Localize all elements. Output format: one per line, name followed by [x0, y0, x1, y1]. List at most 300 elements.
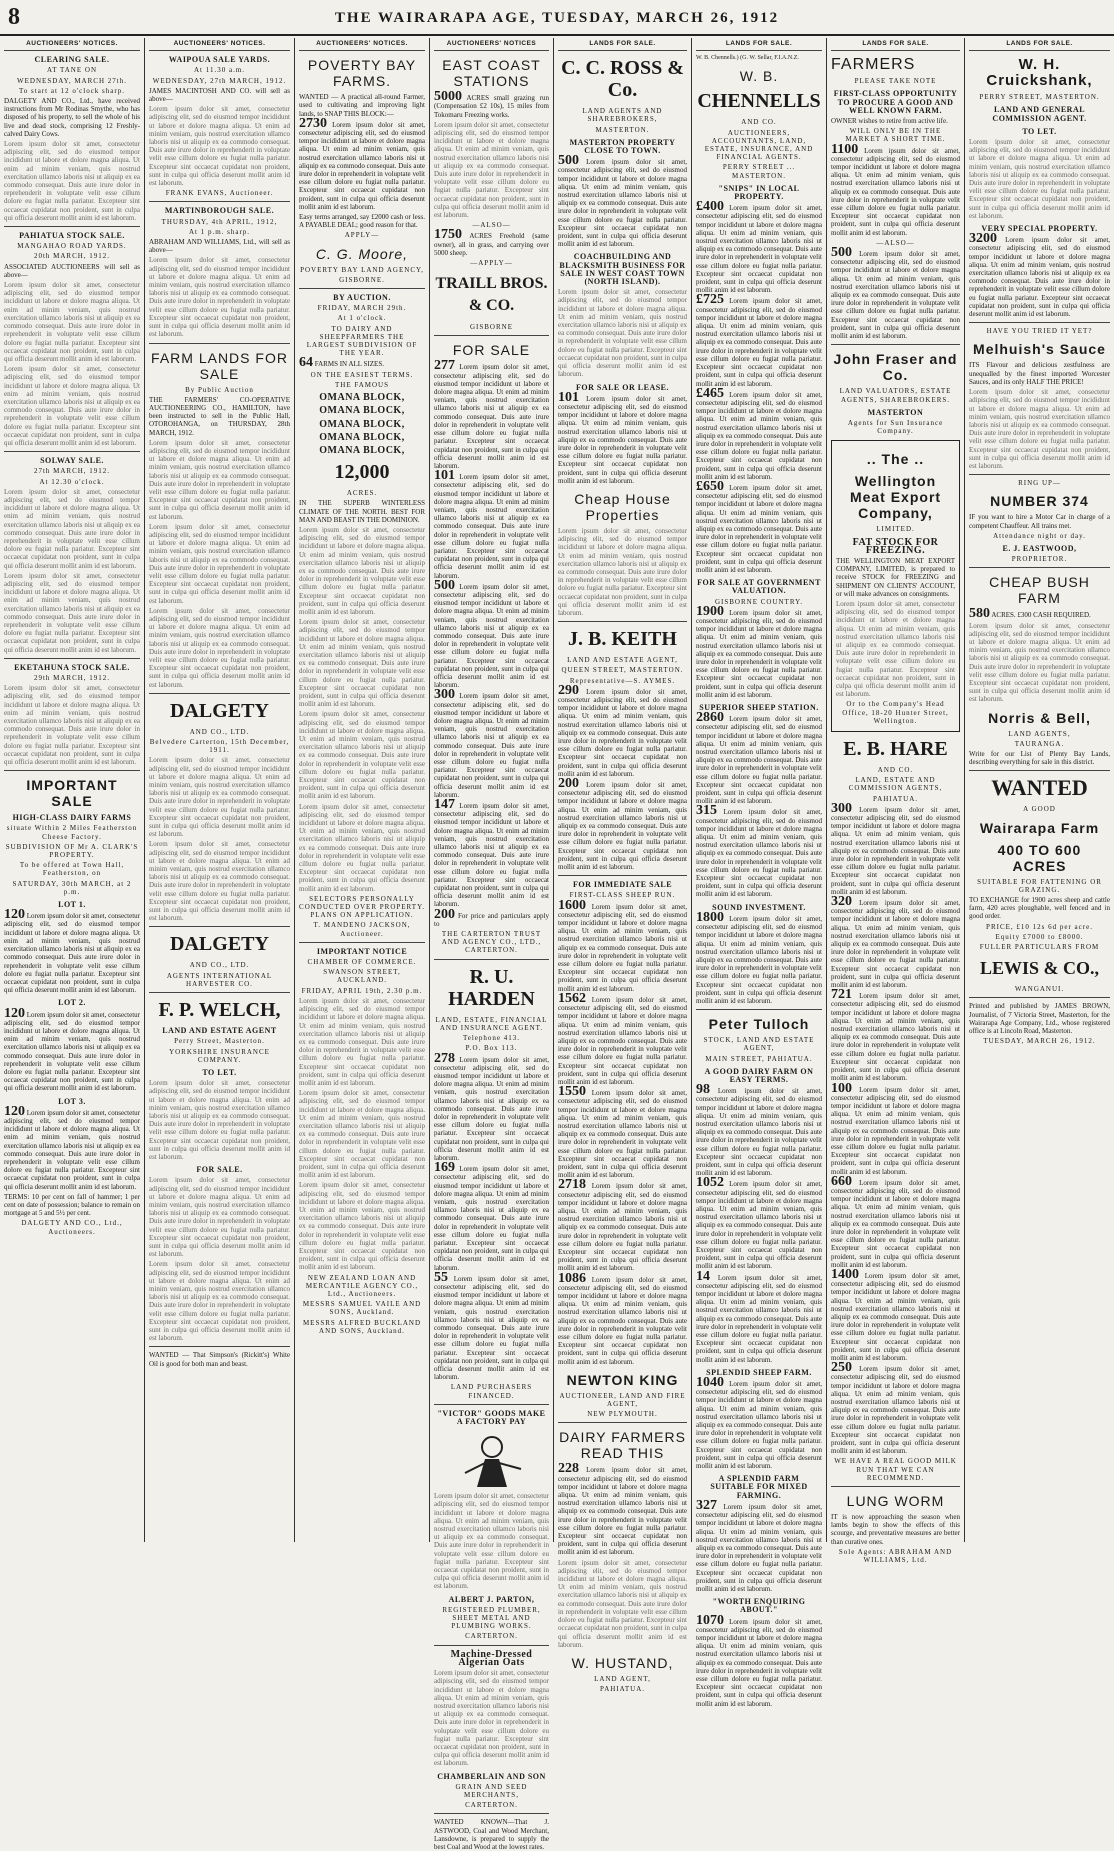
filler-text: Lorem ipsum dolor sit amet, consectetur adipiscing elit, sed do eiusmod tempor incididunt ut labore et dolore magna aliqua. Ut enim ad minim veniam, quis nostrud exercitation ullamco laboris nisi ut aliquip ex ea commodo consequat. Duis aute irure dolor in reprehenderit in voluptate velit esse cillum dolore eu fugiat nulla pariatur. Excepteur sint occaecat cupidatat non proident, sunt in culpa qui officia deserunt mollit anim id est laborum. [558, 687, 688, 778]
filler-text: Lorem ipsum dolor sit amet, consectetur adipiscing elit, sed do eiusmod tempor incididunt ut labore et dolore magna aliqua. Ut enim ad minim veniam, quis nostrud exercitation ullamco laboris nisi ut aliquip ex ea commodo consequat. Duis aute irure dolor in reprehenderit in voluptate velit esse cillum dolore eu fugiat nulla pariatur. Excepteur sint occaecat cupidatat non proident, sunt in culpa qui officia deserunt mollit anim id est laborum. [434, 1274, 550, 1382]
agent-subtitle: AND CO. [741, 118, 777, 127]
ad-heading: FOR IMMEDIATE SALE [572, 880, 673, 890]
agent-subtitle: AUCTIONEER, LAND AND FIRE AGENT, [559, 1391, 686, 1409]
acreage-line [434, 577, 549, 690]
ad-subheading: GRAIN AND SEED MERCHANTS, [455, 1782, 528, 1799]
filler-text: Lorem ipsum dolor sit amet, consectetur adipiscing elit, sed do eiusmod tempor incididunt ut labore et dolore magna aliqua. Ut enim ad minim veniam, quis nostrud exercitation ullamco laboris nisi ut aliquip ex ea commodo consequat. Duis aute irure dolor in reprehenderit in voluptate velit esse cillum dolore eu fugiat nulla pariatur. Excepteur sint occaecat cupidatat non proident, sunt in culpa qui officia deserunt mollit anim id est laborum. [696, 204, 823, 295]
divider [149, 201, 290, 202]
price-line [696, 478, 823, 574]
column-3 [295, 38, 430, 1542]
ad-heading: "SNIPS" IN LOCAL PROPERTY. [718, 183, 800, 202]
acreage-line [696, 1175, 823, 1271]
block-name: OMANA BLOCK, [319, 392, 405, 404]
acreage-line [831, 141, 961, 237]
divider [434, 1404, 549, 1405]
ad-text: IT is now approaching the season when lambs begin to show the effects of this scourge, and preventative measures are better than curative ones. [831, 1513, 960, 1546]
divider [558, 1422, 687, 1423]
ad-text: For price and particulars apply to [434, 911, 549, 928]
acreage-number: 1900 [696, 603, 724, 619]
agent-name: Norris & Bell, [988, 709, 1091, 726]
ad-address: SWANSON STREET, AUCKLAND. [323, 968, 401, 985]
agent-address: PERRY STREET ... MASTERTON. [722, 163, 796, 180]
acreage-number: 2730 [299, 115, 327, 131]
acreage-line [434, 906, 549, 928]
acreage-line [969, 231, 1111, 319]
acreage-number: 147 [434, 797, 455, 813]
ad-signature: MESSRS SAMUEL VAILE AND SONS, Auckland. [302, 1300, 422, 1317]
ad-date: 29th MARCH, 1912. [33, 674, 111, 683]
filler-text: Lorem ipsum dolor sit amet, consectetur adipiscing elit, sed do eiusmod tempor incididunt ut labore et dolore magna aliqua. Ut enim ad minim veniam, quis nostrud exercitation ullamco laboris nisi ut aliquip ex ea commodo consequat. Duis aute irure dolor in reprehenderit in voluptate velit esse cillum dolore eu fugiat nulla pariatur. Excepteur sint occaecat cupidatat non proident, sunt in culpa qui officia deserunt mollit anim id est laborum. [4, 684, 140, 767]
acreage-number: 300 [831, 800, 852, 816]
column-5 [554, 38, 692, 1694]
ad-heading: SUPERIOR SHEEP STATION. [699, 703, 819, 713]
price-number: £650 [696, 478, 724, 494]
divider [969, 474, 1110, 475]
acreage-number: 1600 [558, 897, 586, 913]
acreage-number: 14 [696, 1268, 710, 1284]
divider [149, 926, 290, 927]
filler-text: Lorem ipsum dolor sit amet, consectetur adipiscing elit, sed do eiusmod tempor incididunt ut labore et dolore magna aliqua. Ut enim ad minim veniam, quis nostrud exercitation ullamco laboris nisi ut aliquip ex ea commodo consequat. Duis aute irure dolor in reprehenderit in voluptate velit esse cillum dolore eu fugiat nulla pariatur. Excepteur sint occaecat cupidatat non proident, sunt in culpa qui officia deserunt mollit anim id est laborum. [696, 808, 823, 899]
divider [558, 621, 687, 622]
company-name: Wellington Meat Export Company, [849, 473, 942, 522]
ad-heading: Machine-Dressed Algerian Oats [450, 1648, 533, 1668]
filler-text: Lorem ipsum dolor sit amet, consectetur adipiscing elit, sed do eiusmod tempor incididunt ut labore et dolore magna aliqua. Ut enim ad minim veniam, quis nostrud exercitation ullamco laboris nisi ut aliquip ex ea commodo consequat. Duis aute irure dolor in reprehenderit in voluptate velit esse cillum dolore eu fugiat nulla pariatur. Excepteur sint occaecat cupidatat non proident, sunt in culpa qui officia deserunt mollit anim id est laborum. [969, 236, 1111, 319]
ad-subheading: FIRST-CLASS SHEEP RUN. [569, 891, 676, 900]
acreage-number: 200 [434, 906, 455, 922]
divider [434, 1813, 549, 1814]
price-number: £465 [696, 385, 724, 401]
filler-text: Lorem ipsum dolor sit amet, consectetur adipiscing elit, sed do eiusmod tempor incididunt ut labore et dolore magna aliqua. Ut enim ad minim veniam, quis nostrud exercitation ullamco laboris nisi ut aliquip ex ea commodo consequat. Duis aute irure dolor in reprehenderit in voluptate velit esse cillum dolore eu fugiat nulla pariatur. Excepteur sint occaecat cupidatat non proident, sunt in culpa qui officia deserunt mollit anim id est laborum. [696, 390, 823, 481]
filler-text: Lorem ipsum dolor sit amet, consectetur adipiscing elit, sed do eiusmod tempor incididunt ut labore et dolore magna aliqua. Ut enim ad minim veniam, quis nostrud exercitation ullamco laboris nisi ut aliquip ex ea commodo consequat. Duis aute irure dolor in reprehenderit in voluptate velit esse cillum dolore eu fugiat nulla pariatur. Excepteur sint occaecat cupidatat non proident, sunt in culpa qui officia deserunt mollit anim id est laborum. [831, 1085, 961, 1176]
divider [558, 875, 687, 876]
ad-text: Write for our List of Plenty Bay Lands, describing everything for sale in this district. [969, 749, 1110, 767]
acreage-line [696, 1497, 823, 1593]
ad-text: IF you want to hire a Motor Car in charge of a competent Chauffeur. All trains met. [969, 513, 1110, 530]
column-header: LANDS FOR SALE. [696, 38, 822, 51]
filler-text: Lorem ipsum dolor sit amet, consectetur adipiscing elit, sed do eiusmod tempor incididunt ut labore et dolore magna aliqua. Ut enim ad minim veniam, quis nostrud exercitation ullamco laboris nisi ut aliquip ex ea commodo consequat. Duis aute irure dolor in reprehenderit in voluptate velit esse cillum dolore eu fugiat nulla pariatur. Excepteur sint occaecat cupidatat non proident, sunt in culpa qui officia deserunt mollit anim id est laborum. [149, 522, 290, 605]
acreage-line [558, 776, 688, 872]
acreage-number: 228 [558, 1461, 579, 1477]
acreage-number: 315 [696, 803, 717, 819]
ad-heading: PAHIATUA STOCK SALE. [19, 231, 125, 241]
filler-text: Lorem ipsum dolor sit amet, consectetur adipiscing elit, sed do eiusmod tempor incididunt ut labore et dolore magna aliqua. Ut enim ad minim veniam, quis nostrud exercitation ullamco laboris nisi ut aliquip ex ea commodo consequat. Duis aute irure dolor in reprehenderit in voluptate velit esse cillum dolore eu fugiat nulla pariatur. Excepteur sint occaecat cupidatat non proident, sunt in culpa qui officia deserunt mollit anim id est laborum. [149, 438, 290, 521]
divider [149, 693, 290, 694]
ad-signature: MESSRS ALFRED BUCKLAND AND SONS, Auckland. [302, 1318, 422, 1335]
filler-text: Lorem ipsum dolor sit amet, consectetur adipiscing elit, sed do eiusmod tempor incididunt ut labore et dolore magna aliqua. Ut enim ad minim veniam, quis nostrud exercitation ullamco laboris nisi ut aliquip ex ea commodo consequat. Duis aute irure dolor in reprehenderit in voluptate velit esse cillum dolore eu fugiat nulla pariatur. Excepteur sint occaecat cupidatat non proident, sunt in culpa qui officia deserunt mollit anim id est laborum. [149, 105, 290, 188]
ad-signature: THE CARTERTON TRUST AND AGENCY CO., LTD., CARTERTON. [441, 930, 542, 955]
ad-subheading: PLEASE TAKE NOTE [854, 77, 937, 86]
company-subtitle: YORKSHIRE INSURANCE COMPANY. [169, 1047, 270, 1064]
ad-heading: CLEARING SALE. [34, 55, 110, 65]
agent-address: PERRY STREET, MASTERTON. [979, 93, 1100, 102]
wanted-heading: WANTED [991, 775, 1088, 801]
company-name: F. P. WELCH, [158, 999, 281, 1022]
acreage-number: 721 [831, 987, 852, 1003]
phone-number: NUMBER 374 [990, 493, 1089, 510]
acreage-line [558, 682, 688, 778]
filler-text: Lorem ipsum dolor sit amet, consectetur adipiscing elit, sed do eiusmod tempor incididunt ut labore et dolore magna aliqua. Ut enim ad minim veniam, quis nostrud exercitation ullamco laboris nisi ut aliquip ex ea commodo consequat. Duis aute irure dolor in reprehenderit in voluptate velit esse cillum dolore eu fugiat nulla pariatur. Excepteur sint occaecat cupidatat non proident, sunt in culpa qui officia deserunt mollit anim id est laborum. [434, 692, 549, 799]
divider [4, 226, 140, 227]
imprint-text: Printed and published by JAMES BROWN, Journalist, of 7 Victoria Street, Masterton, for the Wairarapa Age Company, Ltd., whose registered office is at Lincoln Road, Masterton. [969, 1002, 1110, 1036]
acreage-line [558, 389, 688, 485]
ad-heading: "WORTH ENQUIRING ABOUT." [712, 1597, 806, 1615]
ad-subheading: MANGAHAO ROAD YARDS. [17, 242, 127, 251]
ad-time: At 1 p.m. sharp. [188, 227, 251, 236]
ad-heading: IMPORTANT NOTICE [316, 946, 408, 956]
company-subtitle: AND CO., LTD. [189, 961, 250, 970]
filler-text: Lorem ipsum dolor sit amet, consectetur adipiscing elit, sed do eiusmod tempor incididunt ut labore et dolore magna aliqua. Ut enim ad minim veniam, quis nostrud exercitation ullamco laboris nisi ut aliquip ex ea commodo consequat. Duis aute irure dolor in reprehenderit in voluptate velit esse cillum dolore eu fugiat nulla pariatur. Excepteur sint occaecat cupidatat non proident, sunt in culpa qui officia deserunt mollit anim id est laborum. [696, 715, 823, 806]
ad-subheading: GISBORNE COUNTRY. [714, 597, 804, 606]
agent-name-prefix: W. B. [739, 68, 779, 85]
acreage-number: 100 [831, 1080, 852, 1096]
company-address: Perry Street, Masterton. [174, 1037, 265, 1046]
lot-acres: 120 [4, 907, 25, 923]
filler-text: Lorem ipsum dolor sit amet, consectetur adipiscing elit, sed do eiusmod tempor incididunt ut labore et dolore magna aliqua. Ut enim ad minim veniam, quis nostrud exercitation ullamco laboris nisi ut aliquip ex ea commodo consequat. Duis aute irure dolor in reprehenderit in voluptate velit esse cillum dolore eu fugiat nulla pariatur. Excepteur sint occaecat cupidatat non proident, sunt in culpa qui officia deserunt mollit anim id est laborum. [831, 992, 961, 1083]
price-line [696, 292, 823, 388]
lot-text [4, 907, 141, 995]
agent-location: NEW PLYMOUTH. [587, 1410, 658, 1419]
divider [299, 288, 425, 289]
acreage-line [434, 358, 549, 470]
ad-subheading: AT TANE ON [46, 66, 97, 75]
agent-name: NEWTON KING [566, 1371, 679, 1388]
partner-names: W. B. Chennells.) (G. W. Sellar, F.I.A.N.Z. [696, 55, 799, 62]
acreage-line [434, 89, 549, 119]
divider [4, 658, 140, 659]
filler-text: Lorem ipsum dolor sit amet, consectetur adipiscing elit, sed do eiusmod tempor incididunt ut labore et dolore magna aliqua. Ut enim ad minim veniam, quis nostrud exercitation ullamco laboris nisi ut aliquip ex ea commodo consequat. Duis aute irure dolor in reprehenderit in voluptate velit esse cillum dolore eu fugiat nulla pariatur. Excepteur sint occaecat cupidatat non proident, sunt in culpa qui officia deserunt mollit anim id est laborum. [969, 621, 1110, 704]
price-line [696, 385, 823, 481]
filler-text: Lorem ipsum dolor sit amet, consectetur adipiscing elit, sed do eiusmod tempor incididunt ut labore et dolore magna aliqua. Ut enim ad minim veniam, quis nostrud exercitation ullamco laboris nisi ut aliquip ex ea commodo consequat. Duis aute irure dolor in reprehenderit in voluptate velit esse cillum dolore eu fugiat nulla pariatur. Excepteur sint occaecat cupidatat non proident, sunt in culpa qui officia deserunt mollit anim id est laborum. [299, 120, 426, 211]
acreage-number: 12,000 [334, 461, 390, 484]
divider [434, 335, 549, 336]
acreage-unit: ACRES. [346, 489, 378, 498]
divider [969, 567, 1110, 568]
ad-address: Or to the Company's Head Office, 18-20 Hunter Street, Wellington. [842, 700, 949, 725]
acreage-line [558, 153, 688, 249]
filler-text: Lorem ipsum dolor sit amet, consectetur adipiscing elit, sed do eiusmod tempor incididunt ut labore et dolore magna aliqua. Ut enim ad minim veniam, quis nostrud exercitation ullamco laboris nisi ut aliquip ex ea commodo consequat. Duis aute irure dolor in reprehenderit in voluptate velit esse cillum dolore eu fugiat nulla pariatur. Excepteur sint occaecat cupidatat non proident, sunt in culpa qui officia deserunt mollit anim id est laborum. [434, 582, 549, 690]
product-name: Melhuish's Sauce [973, 341, 1106, 358]
ad-date: THURSDAY, 4th APRIL, 1912, [161, 217, 278, 226]
agent-subtitle: LAND, ESTATE AND COMMISSION AGENTS, [848, 776, 943, 793]
ad-date: WEDNESDAY, 27th MARCH, 1912. [152, 76, 287, 85]
filler-text: Lorem ipsum dolor sit amet, consectetur adipiscing elit, sed do eiusmod tempor incididunt ut labore et dolore magna aliqua. Ut enim ad minim veniam, quis nostrud exercitation ullamco laboris nisi ut aliquip ex ea commodo consequat. Duis aute irure dolor in reprehenderit in voluptate velit esse cillum dolore eu fugiat nulla pariatur. Excepteur sint occaecat cupidatat non proident, sunt in culpa qui officia deserunt mollit anim id est laborum. [434, 120, 549, 220]
acreage-number: 1100 [831, 141, 859, 157]
acreage-line [831, 894, 961, 990]
agent-name: R. U. HARDEN [448, 965, 535, 1010]
apply-label: APPLY— [344, 231, 380, 240]
column-6 [692, 38, 827, 1708]
divider [149, 1346, 290, 1347]
filler-text: Lorem ipsum dolor sit amet, consectetur adipiscing elit, sed do eiusmod tempor incididunt ut labore et dolore magna aliqua. Ut enim ad minim veniam, quis nostrud exercitation ullamco laboris nisi ut aliquip ex ea commodo consequat. Duis aute irure dolor in reprehenderit in voluptate velit esse cillum dolore eu fugiat nulla pariatur. Excepteur sint occaecat cupidatat non proident, sunt in culpa qui officia deserunt mollit anim id est laborum. [558, 995, 688, 1086]
filler-text: Lorem ipsum dolor sit amet, consectetur adipiscing elit, sed do eiusmod tempor incididunt ut labore et dolore magna aliqua. Ut enim ad minim veniam, quis nostrud exercitation ullamco laboris nisi ut aliquip ex ea commodo consequat. Duis aute irure dolor in reprehenderit in voluptate velit esse cillum dolore eu fugiat nulla pariatur. Excepteur sint occaecat cupidatat non proident, sunt in culpa qui officia deserunt mollit anim id est laborum. [831, 146, 961, 237]
ad-heading-large: POVERTY BAY FARMS. [307, 57, 417, 90]
acreage-number: 290 [558, 682, 579, 698]
agent-name: E. B. HARE [843, 737, 948, 760]
acreage-line [299, 355, 425, 371]
agent-note: Agents for Sun Insurance Company. [847, 418, 944, 436]
ad-text: ACRES small grazing run (Compensation £2 10s), 15 miles from Tokomaru Freezing works. [434, 94, 549, 119]
acreage-line [558, 1461, 688, 1557]
filler-text: Lorem ipsum dolor sit amet, consectetur adipiscing elit, sed do eiusmod tempor incididunt ut labore et dolore magna aliqua. Ut enim ad minim veniam, quis nostrud exercitation ullamco laboris nisi ut aliquip ex ea commodo consequat. Duis aute irure dolor in reprehenderit in voluptate velit esse cillum dolore eu fugiat nulla pariatur. Excepteur sint occaecat cupidatat non proident, sunt in culpa qui officia deserunt mollit anim id est laborum. [558, 1558, 687, 1649]
lot-heading: LOT 1. [58, 900, 86, 910]
column-header: AUCTIONEERS' NOTICES. [4, 38, 140, 51]
agent-subtitle: POVERTY BAY LAND AGENCY, [300, 265, 424, 274]
column-2 [145, 38, 295, 1542]
acreage-line [696, 1612, 823, 1708]
ad-subheading: By Public Auction [185, 385, 254, 394]
acreage-line [696, 710, 823, 806]
filler-text: Lorem ipsum dolor sit amet, consectetur adipiscing elit, sed do eiusmod tempor incididunt ut labore et dolore magna aliqua. Ut enim ad minim veniam, quis nostrud exercitation ullamco laboris nisi ut aliquip ex ea commodo consequat. Duis aute irure dolor in reprehenderit in voluptate velit esse cillum dolore eu fugiat nulla pariatur. Excepteur sint occaecat cupidatat non proident, sunt in culpa qui officia deserunt mollit anim id est laborum. [4, 365, 140, 447]
ad-text: Easy terms arranged, say £2000 cash or less. A PAYABLE DEAL; good reason for that. [299, 213, 425, 230]
ad-subheading: Attendance night or day. [993, 531, 1086, 540]
filler-text: Lorem ipsum dolor sit amet, consectetur adipiscing elit, sed do eiusmod tempor incididunt ut labore et dolore magna aliqua. Ut enim ad minim veniam, quis nostrud exercitation ullamco laboris nisi ut aliquip ex ea commodo consequat. Duis aute irure dolor in reprehenderit in voluptate velit esse cillum dolore eu fugiat nulla pariatur. Excepteur sint occaecat cupidatat non proident, sunt in culpa qui officia deserunt mollit anim id est laborum. [696, 1617, 823, 1708]
divider [831, 344, 960, 345]
agent-location: MASTERTON [867, 407, 924, 417]
acreage-line [558, 1084, 688, 1180]
terms-text: TERMS: 10 per cent on fall of hammer; 1 per cent on date of possession; balance to remain on mortgage at 5 and 5½ per cent. [4, 1192, 140, 1218]
acreage-number: 2860 [696, 710, 724, 726]
filler-text: Lorem ipsum dolor sit amet, consectetur adipiscing elit, sed do eiusmod tempor incididunt ut labore et dolore magna aliqua. Ut enim ad minim veniam, quis nostrud exercitation ullamco laboris nisi ut aliquip ex ea commodo consequat. Duis aute irure dolor in reprehenderit in voluptate velit esse cillum dolore eu fugiat nulla pariatur. Excepteur sint occaecat cupidatat non proident, sunt in culpa qui officia deserunt mollit anim id est laborum. [299, 710, 425, 801]
divider [969, 997, 1110, 998]
page-columns [0, 38, 1114, 1851]
column-header: AUCTIONEERS' NOTICES [434, 38, 549, 51]
lot-heading: LOT 3. [58, 1096, 86, 1106]
filler-text: Lorem ipsum dolor sit amet, consectetur adipiscing elit, sed do eiusmod tempor incididunt ut labore et dolore magna aliqua. Ut enim ad minim veniam, quis nostrud exercitation ullamco laboris nisi ut aliquip ex ea commodo consequat. Duis aute irure dolor in reprehenderit in voluptate velit esse cillum dolore eu fugiat nulla pariatur. Excepteur sint occaecat cupidatat non proident, sunt in culpa qui officia deserunt mollit anim id est laborum. [434, 363, 549, 470]
agent-subtitle: LAND, ESTATE, FINANCIAL AND INSURANCE AGENT. [435, 1015, 548, 1032]
ad-text: TO EXCHANGE for 1900 acres sheep and cattle farm, 420 acres ploughable, well fenced and in good order. [969, 896, 1110, 921]
ad-heading: TO LET. [1022, 126, 1057, 136]
filler-text: Lorem ipsum dolor sit amet, consectetur adipiscing elit, sed do eiusmod tempor incididunt ut labore et dolore magna aliqua. Ut enim ad minim veniam, quis nostrud exercitation ullamco laboris nisi ut aliquip ex ea commodo consequat. Duis aute irure dolor in reprehenderit in voluptate velit esse cillum dolore eu fugiat nulla pariatur. Excepteur sint occaecat cupidatat non proident, sunt in culpa qui officia deserunt mollit anim id est laborum. [149, 1079, 290, 1161]
agent-subtitle: LAND AND GENERAL COMMISSION AGENT. [992, 105, 1087, 123]
company-subtitle: LIMITED. [876, 525, 915, 534]
ad-text: OWNER wishes to retire from active life. [831, 117, 948, 126]
filler-text: Lorem ipsum dolor sit amet, consectetur adipiscing elit, sed do eiusmod tempor incididunt ut labore et dolore magna aliqua. Ut enim ad minim veniam, quis nostrud exercitation ullamco laboris nisi ut aliquip ex ea commodo consequat. Duis aute irure dolor in reprehenderit in voluptate velit esse cillum dolore eu fugiat nulla pariatur. Excepteur sint occaecat cupidatat non proident, sunt in culpa qui officia deserunt mollit anim id est laborum. [434, 473, 549, 580]
acreage-line [831, 1266, 961, 1362]
ad-heading: A GOOD DAIRY FARM ON EASY TERMS. [704, 1066, 814, 1084]
column-header: LANDS FOR SALE. [969, 38, 1110, 51]
filler-text: Lorem ipsum dolor sit amet, consectetur adipiscing elit, sed do eiusmod tempor incididunt ut labore et dolore magna aliqua. Ut enim ad minim veniam, quis nostrud exercitation ullamco laboris nisi ut aliquip ex ea commodo consequat. Duis aute irure dolor in reprehenderit in voluptate velit esse cillum dolore eu fugiat nulla pariatur. Excepteur sint occaecat cupidatat non proident, sunt in culpa qui officia deserunt mollit anim id est laborum. [558, 526, 687, 617]
lot-acres: 120 [4, 1005, 25, 1021]
company-subtitle: LAND AND ESTATE AGENT [162, 1026, 277, 1036]
agent-location: GISBORNE [469, 323, 513, 332]
filler-text: Lorem ipsum dolor sit amet, consectetur adipiscing elit, sed do eiusmod tempor incididunt ut labore et dolore magna aliqua. Ut enim ad minim veniam, quis nostrud exercitation ullamco laboris nisi ut aliquip ex ea commodo consequat. Duis aute irure dolor in reprehenderit in voluptate velit esse cillum dolore eu fugiat nulla pariatur. Excepteur sint occaecat cupidatat non proident, sunt in culpa qui officia deserunt mollit anim id est laborum. [4, 1010, 141, 1093]
acreage-number: 1040 [696, 1375, 724, 1391]
agent-name: J. B. KEITH [568, 628, 677, 651]
filler-text: Lorem ipsum dolor sit amet, consectetur adipiscing elit, sed do eiusmod tempor incididunt ut labore et dolore magna aliqua. Ut enim ad minim veniam, quis nostrud exercitation ullamco laboris nisi ut aliquip ex ea commodo consequat. Duis aute irure dolor in reprehenderit in voluptate velit esse cillum dolore eu fugiat nulla pariatur. Excepteur sint occaecat cupidatat non proident, sunt in culpa qui officia deserunt mollit anim id est laborum. [696, 1180, 823, 1271]
ad-text: THE FARMERS' CO-OPERATIVE AUCTIONEERING CO., HAMILTON, have been instructed to sell in the Public Hall, OTOROHANGA, on THURSDAY, 28th MARCH, 1912. [149, 395, 290, 437]
proprietor-name: E. J. EASTWOOD, [1002, 543, 1077, 553]
filler-text: Lorem ipsum dolor sit amet, consectetur adipiscing elit, sed do eiusmod tempor incididunt ut labore et dolore magna aliqua. Ut enim ad minim veniam, quis nostrud exercitation ullamco laboris nisi ut aliquip ex ea commodo consequat. Duis aute irure dolor in reprehenderit in voluptate velit esse cillum dolore eu fugiat nulla pariatur. Excepteur sint occaecat cupidatat non proident, sunt in culpa qui officia deserunt mollit anim id est laborum. [4, 571, 140, 654]
filler-text: Lorem ipsum dolor sit amet, consectetur adipiscing elit, sed do eiusmod tempor incididunt ut labore et dolore magna aliqua. Ut enim ad minim veniam, quis nostrud exercitation ullamco laboris nisi ut aliquip ex ea commodo consequat. Duis aute irure dolor in reprehenderit in voluptate velit esse cillum dolore eu fugiat nulla pariatur. Excepteur sint occaecat cupidatat non proident, sunt in culpa qui officia deserunt mollit anim id est laborum. [831, 1178, 961, 1269]
acreage-number: 101 [434, 468, 455, 484]
acreage-number: 3200 [969, 231, 997, 247]
ad-heading-large: EAST COAST STATIONS [442, 57, 541, 90]
agent-services: AUCTIONEERS, ACCOUNTANTS, LAND, ESTATE, INSURANCE, AND FINANCIAL AGENTS. [704, 128, 814, 162]
filler-text: Lorem ipsum dolor sit amet, consectetur adipiscing elit, sed do eiusmod tempor incididunt ut labore et dolore magna aliqua. Ut enim ad minim veniam, quis nostrud exercitation ullamco laboris nisi ut aliquip ex ea commodo consequat. Duis aute irure dolor in reprehenderit in voluptate velit esse cillum dolore eu fugiat nulla pariatur. Excepteur sint occaecat cupidatat non proident, sunt in culpa qui officia deserunt mollit anim id est laborum. [831, 899, 961, 990]
also-label: —ALSO— [472, 221, 511, 230]
filler-text: Lorem ipsum dolor sit amet, consectetur adipiscing elit, sed do eiusmod tempor incididunt ut labore et dolore magna aliqua. Ut enim ad minim veniam, quis nostrud exercitation ullamco laboris nisi ut aliquip ex ea commodo consequat. Duis aute irure dolor in reprehenderit in voluptate velit esse cillum dolore eu fugiat nulla pariatur. Excepteur sint occaecat cupidatat non proident, sunt in culpa qui officia deserunt mollit anim id est laborum. [299, 1089, 425, 1180]
acreage-number: 500 [558, 153, 579, 169]
agent-subtitle: LAND VALUATORS, ESTATE AGENTS, SHAREBROKERS. [839, 387, 952, 404]
filler-text: Lorem ipsum dolor sit amet, consectetur adipiscing elit, sed do eiusmod tempor incididunt ut labore et dolore magna aliqua. Ut enim ad minim veniam, quis nostrud exercitation ullamco laboris nisi ut aliquip ex ea commodo consequat. Duis aute irure dolor in reprehenderit in voluptate velit esse cillum dolore eu fugiat nulla pariatur. Excepteur sint occaecat cupidatat non proident, sunt in culpa qui officia deserunt mollit anim id est laborum. [434, 1492, 549, 1591]
agent-address: MAIN STREET, PAHIATUA. [705, 1054, 813, 1063]
acreage-number: 101 [558, 389, 579, 405]
filler-text: Lorem ipsum dolor sit amet, consectetur adipiscing elit, sed do eiusmod tempor incididunt ut labore et dolore magna aliqua. Ut enim ad minim veniam, quis nostrud exercitation ullamco laboris nisi ut aliquip ex ea commodo consequat. Duis aute irure dolor in reprehenderit in voluptate velit esse cillum dolore eu fugiat nulla pariatur. Excepteur sint occaecat cupidatat non proident, sunt in culpa qui officia deserunt mollit anim id est laborum. [4, 487, 140, 570]
divider [149, 992, 290, 993]
filler-text: Lorem ipsum dolor sit amet, consectetur adipiscing elit, sed do eiusmod tempor incididunt ut labore et dolore magna aliqua. Ut enim ad minim veniam, quis nostrud exercitation ullamco laboris nisi ut aliquip ex ea commodo consequat. Duis aute irure dolor in reprehenderit in voluptate velit esse cillum dolore eu fugiat nulla pariatur. Excepteur sint occaecat cupidatat non proident, sunt in culpa qui officia deserunt mollit anim id est laborum. [969, 138, 1110, 220]
agent-name: W. H. Cruickshank, [986, 56, 1093, 90]
agent-location: TAURANGA. [1014, 739, 1065, 748]
acreage-line [558, 897, 688, 993]
ad-heading: SOUND INVESTMENT. [712, 902, 806, 912]
acreage-number: 278 [434, 1050, 455, 1066]
ad-heading: VERY SPECIAL PROPERTY. [981, 224, 1098, 234]
lot-text [4, 1103, 141, 1191]
filler-text: Lorem ipsum dolor sit amet, consectetur adipiscing elit, sed do eiusmod tempor incididunt ut labore et dolore magna aliqua. Ut enim ad minim veniam, quis nostrud exercitation ullamco laboris nisi ut aliquip ex ea commodo consequat. Duis aute irure dolor in reprehenderit in voluptate velit esse cillum dolore eu fugiat nulla pariatur. Excepteur sint occaecat cupidatat non proident, sunt in culpa qui officia deserunt mollit anim id est laborum. [149, 1260, 290, 1343]
ad-heading-large: LUNG WORM [846, 1493, 945, 1510]
ad-text: ACRES Freehold (same owner), all in grass, and carrying over 5000 sheep. [434, 232, 549, 257]
ad-text: ITS Flavour and delicious zestfulness are unequalled by the finest imported Worcester Sauces, and its only HALF THE PRICE! [969, 361, 1110, 386]
ad-heading: FOR SALE OR LEASE. [575, 382, 670, 392]
acreage-number: 1800 [696, 909, 724, 925]
divider [299, 942, 425, 943]
column-header: AUCTIONEERS' NOTICES. [149, 38, 290, 51]
filler-text: Lorem ipsum dolor sit amet, consectetur adipiscing elit, sed do eiusmod tempor incididunt ut labore et dolore magna aliqua. Ut enim ad minim veniam, quis nostrud exercitation ullamco laboris nisi ut aliquip ex ea commodo consequat. Duis aute irure dolor in reprehenderit in voluptate velit esse cillum dolore eu fugiat nulla pariatur. Excepteur sint occaecat cupidatat non proident, sunt in culpa qui officia deserunt mollit anim id est laborum. [831, 1365, 961, 1456]
acreage-number: 580 [969, 606, 990, 622]
ad-text: WANTED — A practical all-round Farmer, used to cultivating and improving light lands, to SNAP THIS BLOCK:— [299, 93, 425, 118]
filler-text: Lorem ipsum dolor sit amet, consectetur adipiscing elit, sed do eiusmod tempor incididunt ut labore et dolore magna aliqua. Ut enim ad minim veniam, quis nostrud exercitation ullamco laboris nisi ut aliquip ex ea commodo consequat. Duis aute irure dolor in reprehenderit in voluptate velit esse cillum dolore eu fugiat nulla pariatur. Excepteur sint occaecat cupidatat non proident, sunt in culpa qui officia deserunt mollit anim id est laborum. [149, 756, 290, 839]
divider [4, 770, 140, 771]
ad-time: At 11.30 a.m. [193, 66, 246, 75]
acreage-line [434, 468, 549, 580]
filler-text: Lorem ipsum dolor sit amet, consectetur adipiscing elit, sed do eiusmod tempor incididunt ut labore et dolore magna aliqua. Ut enim ad minim veniam, quis nostrud exercitation ullamco laboris nisi ut aliquip ex ea commodo consequat. Duis aute irure dolor in reprehenderit in voluptate velit esse cillum dolore eu fugiat nulla pariatur. Excepteur sint occaecat cupidatat non proident, sunt in culpa qui officia deserunt mollit anim id est laborum. [434, 1055, 549, 1162]
acreage-number: 1750 [434, 227, 462, 243]
acreage-line [831, 1173, 961, 1269]
ad-heading: WAIPOUA SALE YARDS. [168, 55, 271, 65]
ad-heading: SPLENDID SHEEP FARM. [706, 1367, 812, 1377]
filler-text: Lorem ipsum dolor sit amet, consectetur adipiscing elit, sed do eiusmod tempor incididunt ut labore et dolore magna aliqua. Ut enim ad minim veniam, quis nostrud exercitation ullamco laboris nisi ut aliquip ex ea commodo consequat. Duis aute irure dolor in reprehenderit in voluptate velit esse cillum dolore eu fugiat nulla pariatur. Excepteur sint occaecat cupidatat non proident, sunt in culpa qui officia deserunt mollit anim id est laborum. [149, 1176, 290, 1259]
ad-text: THE WELLINGTON MEAT EXPORT COMPANY, LIMITED, is prepared to receive STOCK for FREEZING and SHIPMENT ON CLIENTS' ACCOUNT, or will make advances on consignments. [836, 556, 955, 598]
ad-heading-large: FARM LANDS FOR SALE [151, 349, 288, 382]
ad-date: 27th MARCH, 1912. [33, 467, 111, 476]
filler-text: Lorem ipsum dolor sit amet, consectetur adipiscing elit, sed do eiusmod tempor incididunt ut labore et dolore magna aliqua. Ut enim ad minim veniam, quis nostrud exercitation ullamco laboris nisi ut aliquip ex ea commodo consequat. Duis aute irure dolor in reprehenderit in voluptate velit esse cillum dolore eu fugiat nulla pariatur. Excepteur sint occaecat cupidatat non proident, sunt in culpa qui officia deserunt mollit anim id est laborum. [558, 394, 688, 485]
acreage-number: 1550 [558, 1084, 586, 1100]
filler-text: Lorem ipsum dolor sit amet, consectetur adipiscing elit, sed do eiusmod tempor incididunt ut labore et dolore magna aliqua. Ut enim ad minim veniam, quis nostrud exercitation ullamco laboris nisi ut aliquip ex ea commodo consequat. Duis aute irure dolor in reprehenderit in voluptate velit esse cillum dolore eu fugiat nulla pariatur. Excepteur sint occaecat cupidatat non proident, sunt in culpa qui officia deserunt mollit anim id est laborum. [831, 1271, 961, 1362]
agent-subtitle: STOCK, LAND AND ESTATE AGENT, [703, 1036, 815, 1053]
wellington-meat-ad [831, 440, 960, 732]
ad-subheading: WE HAVE A REAL GOOD MILK RUN THAT WE CAN RECOMMEND. [834, 1457, 957, 1482]
filler-text: Lorem ipsum dolor sit amet, consectetur adipiscing elit, sed do eiusmod tempor incididunt ut labore et dolore magna aliqua. Ut enim ad minim veniam, quis nostrud exercitation ullamco laboris nisi ut aliquip ex ea commodo consequat. Duis aute irure dolor in reprehenderit in voluptate velit esse cillum dolore eu fugiat nulla pariatur. Excepteur sint occaecat cupidatat non proident, sunt in culpa qui officia deserunt mollit anim id est laborum. [696, 1273, 823, 1364]
filler-text: Lorem ipsum dolor sit amet, consectetur adipiscing elit, sed do eiusmod tempor incididunt ut labore et dolore magna aliqua. Ut enim ad minim veniam, quis nostrud exercitation ullamco laboris nisi ut aliquip ex ea commodo consequat. Duis aute irure dolor in reprehenderit in voluptate velit esse cillum dolore eu fugiat nulla pariatur. Excepteur sint occaecat cupidatat non proident, sunt in culpa qui officia deserunt mollit anim id est laborum. [4, 281, 140, 363]
filler-text: Lorem ipsum dolor sit amet, consectetur adipiscing elit, sed do eiusmod tempor incididunt ut labore et dolore magna aliqua. Ut enim ad minim veniam, quis nostrud exercitation ullamco laboris nisi ut aliquip ex ea commodo consequat. Duis aute irure dolor in reprehenderit in voluptate velit esse cillum dolore eu fugiat nulla pariatur. Excepteur sint occaecat cupidatat non proident, sunt in culpa qui officia deserunt mollit anim id est laborum. [831, 250, 961, 341]
agent-subtitle: LAND AGENTS, [1008, 729, 1071, 738]
filler-text: Lorem ipsum dolor sit amet, consectetur adipiscing elit, sed do eiusmod tempor incididunt ut labore et dolore magna aliqua. Ut enim ad minim veniam, quis nostrud exercitation ullamco laboris nisi ut aliquip ex ea commodo consequat. Duis aute irure dolor in reprehenderit in voluptate velit esse cillum dolore eu fugiat nulla pariatur. Excepteur sint occaecat cupidatat non proident, sunt in culpa qui officia deserunt mollit anim id est laborum. [558, 1182, 688, 1273]
acreage-number: 64 [299, 355, 313, 371]
acreage-line [831, 1080, 961, 1176]
agent-location: PAHIATUA. [599, 1685, 646, 1694]
agent-name: TRAILL BROS. & CO. [435, 275, 548, 315]
ad-heading: "VICTOR" GOODS MAKE A FACTORY PAY [437, 1408, 546, 1427]
agent-name: C. G. Moore, [315, 245, 409, 262]
ad-heading-large: FARMERS [831, 56, 916, 74]
phone-number: Telephone 413. [462, 1034, 521, 1043]
column-header: LANDS FOR SALE. [831, 38, 960, 51]
ad-date: SATURDAY, 30th MARCH, at 2 p.m. [12, 879, 132, 896]
filler-text: Lorem ipsum dolor sit amet, consectetur adipiscing elit, sed do eiusmod tempor incididunt ut labore et dolore magna aliqua. Ut enim ad minim veniam, quis nostrud exercitation ullamco laboris nisi ut aliquip ex ea commodo consequat. Duis aute irure dolor in reprehenderit in voluptate velit esse cillum dolore eu fugiat nulla pariatur. Excepteur sint occaecat cupidatat non proident, sunt in culpa qui officia deserunt mollit anim id est laborum. [696, 1380, 823, 1471]
acreage-line [434, 1269, 550, 1382]
acreage-number: 327 [696, 1497, 717, 1513]
block-name: OMANA BLOCK, [319, 431, 405, 443]
victor-illustration [437, 1429, 547, 1489]
ad-heading: ALBERT J. PARTON, [448, 1594, 535, 1604]
filler-text: Lorem ipsum dolor sit amet, consectetur adipiscing elit, sed do eiusmod tempor incididunt ut labore et dolore magna aliqua. Ut enim ad minim veniam, quis nostrud exercitation ullamco laboris nisi ut aliquip ex ea commodo consequat. Duis aute irure dolor in reprehenderit in voluptate velit esse cillum dolore eu fugiat nulla pariatur. Excepteur sint occaecat cupidatat non proident, sunt in culpa qui officia deserunt mollit anim id est laborum. [149, 840, 290, 923]
acreage-number: 2718 [558, 1177, 586, 1193]
price-number: £400 [696, 199, 724, 215]
ad-subheading: SUITABLE FOR FATTENING OR GRAZING. [977, 877, 1102, 894]
acreage-number: 250 [831, 1360, 852, 1376]
acreage-number: 169 [434, 1160, 455, 1176]
acreage-number: 1086 [558, 1270, 586, 1286]
acreage-number: 1400 [831, 1266, 859, 1282]
filler-text: Lorem ipsum dolor sit amet, consectetur adipiscing elit, sed do eiusmod tempor incididunt ut labore et dolore magna aliqua. Ut enim ad minim veniam, quis nostrud exercitation ullamco laboris nisi ut aliquip ex ea commodo consequat. Duis aute irure dolor in reprehenderit in voluptate velit esse cillum dolore eu fugiat nulla pariatur. Excepteur sint occaecat cupidatat non proident, sunt in culpa qui officia deserunt mollit anim id est laborum. [299, 525, 425, 616]
acreage-line [434, 687, 549, 799]
ad-text: JAMES MACINTOSH AND CO. will sell as above— [149, 86, 290, 104]
column-header: AUCTIONEERS' NOTICES. [299, 38, 425, 51]
price-text: PRICE, £10 12s 6d per acre. [986, 922, 1093, 931]
acreage-number: 500 [831, 245, 852, 261]
acreage-number: 1562 [558, 990, 586, 1006]
acreage-line [969, 606, 1110, 622]
ad-text: WANTED KNOWN—That J. ASTWOOD, Coal and Wood Merchant, Lansdowne, is prepared to supply the best Coal and Wood at the lowest rates. [434, 1818, 549, 1851]
agent-name: C. C. ROSS & Co. [561, 57, 684, 102]
agent-subtitle: LAND AND ESTATE AGENT, [567, 656, 678, 665]
ad-subheading: HAVE YOU TRIED IT YET? [986, 327, 1093, 336]
acreage-number: 320 [831, 894, 852, 910]
ad-date: 20th MARCH, 1912. [33, 252, 111, 261]
filler-text: Lorem ipsum dolor sit amet, consectetur adipiscing elit, sed do eiusmod tempor incididunt ut labore et dolore magna aliqua. Ut enim ad minim veniam, quis nostrud exercitation ullamco laboris nisi ut aliquip ex ea commodo consequat. Duis aute irure dolor in reprehenderit in voluptate velit esse cillum dolore eu fugiat nulla pariatur. Excepteur sint occaecat cupidatat non proident, sunt in culpa qui officia deserunt mollit anim id est laborum. [149, 606, 290, 689]
acreage-number: 300 [434, 687, 455, 703]
acreage-line [434, 227, 549, 257]
ad-heading: FIRST-CLASS OPPORTUNITY TO PROCURE A GOOD AND WELL KNOWN FARM. [833, 89, 958, 115]
ad-heading: MARTINBOROUGH SALE. [164, 206, 275, 216]
ad-subheading: LAND PURCHASERS FINANCED. [450, 1383, 533, 1400]
ad-subheading: ON THE EASIEST TERMS. [310, 370, 414, 379]
acreage-line [696, 603, 823, 699]
filler-text: Lorem ipsum dolor sit amet, consectetur adipiscing elit, sed do eiusmod tempor incididunt ut labore et dolore magna aliqua. Ut enim ad minim veniam, quis nostrud exercitation ullamco laboris nisi ut aliquip ex ea commodo consequat. Duis aute irure dolor in reprehenderit in voluptate velit esse cillum dolore eu fugiat nulla pariatur. Excepteur sint occaecat cupidatat non proident, sunt in culpa qui officia deserunt mollit anim id est laborum. [4, 912, 141, 995]
acreage-line [696, 1375, 823, 1471]
ad-subheading: THE FAMOUS [334, 380, 389, 389]
filler-text: Lorem ipsum dolor sit amet, consectetur adipiscing elit, sed do eiusmod tempor incididunt ut labore et dolore magna aliqua. Ut enim ad minim veniam, quis nostrud exercitation ullamco laboris nisi ut aliquip ex ea commodo consequat. Duis aute irure dolor in reprehenderit in voluptate velit esse cillum dolore eu fugiat nulla pariatur. Excepteur sint occaecat cupidatat non proident, sunt in culpa qui officia deserunt mollit anim id est laborum. [434, 802, 549, 909]
filler-text: Lorem ipsum dolor sit amet, consectetur adipiscing elit, sed do eiusmod tempor incididunt ut labore et dolore magna aliqua. Ut enim ad minim veniam, quis nostrud exercitation ullamco laboris nisi ut aliquip ex ea commodo consequat. Duis aute irure dolor in reprehenderit in voluptate velit esse cillum dolore eu fugiat nulla pariatur. Excepteur sint occaecat cupidatat non proident, sunt in culpa qui officia deserunt mollit anim id est laborum. [558, 902, 688, 993]
agent-subtitle: LAND AGENTS AND SHAREBROKERS, [582, 107, 663, 124]
price-line [696, 199, 823, 295]
ad-signature: T. MANDENO JACKSON, Auctioneer. [313, 921, 411, 938]
lot-acres: 120 [4, 1103, 25, 1119]
divider [149, 343, 290, 344]
filler-text: Lorem ipsum dolor sit amet, consectetur adipiscing elit, sed do eiusmod tempor incididunt ut labore et dolore magna aliqua. Ut enim ad minim veniam, quis nostrud exercitation ullamco laboris nisi ut aliquip ex ea commodo consequat. Duis aute irure dolor in reprehenderit in voluptate velit esse cillum dolore eu fugiat nulla pariatur. Excepteur sint occaecat cupidatat non proident, sunt in culpa qui officia deserunt mollit anim id est laborum. [696, 1502, 823, 1593]
agent-name: Peter Tulloch [708, 1016, 810, 1033]
company-subtitle: AND CO., LTD. [189, 727, 250, 736]
ad-subheading: HIGH-CLASS DAIRY FARMS [12, 813, 132, 823]
ad-text: IN THE SUPERB WINTERLESS CLIMATE OF THE NORTH. BEST FOR MAN AND BEAST IN THE DOMINION. [299, 499, 425, 524]
ad-subheading: SELECTORS PERSONALLY CONDUCTED OVER PROPERTY. PLANS ON APPLICATION. [299, 894, 425, 920]
ad-signature: NEW ZEALAND LOAN AND MERCANTILE AGENCY CO., Ltd., Auctioneers. [305, 1273, 419, 1298]
ad-heading: SOLWAY SALE. [40, 456, 104, 466]
ad-subheading: REGISTERED PLUMBER, SHEET METAL AND PLUMBING WORKS. [442, 1605, 541, 1631]
ad-heading: FOR SALE AT GOVERNMENT VALUATION. [697, 578, 821, 596]
acreage-number: 1070 [696, 1612, 724, 1628]
ad-subheading: WILL ONLY BE IN THE MARKET A SHORT TIME. [845, 127, 946, 144]
